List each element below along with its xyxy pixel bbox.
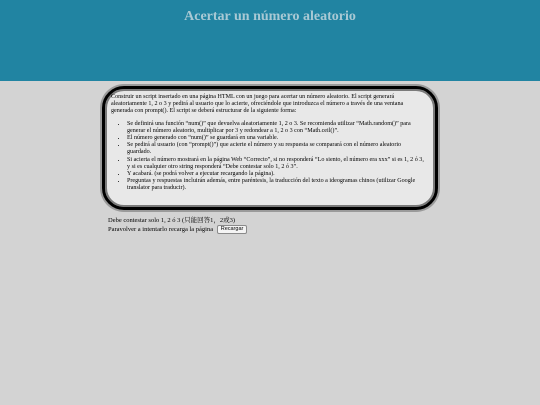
list-item: • El número generado con “num()” se guardará en una variable.: [127, 135, 426, 142]
reload-prompt: Paravolver a intentarlo recarga la página: [108, 225, 214, 233]
instructions-panel: [102, 86, 438, 210]
list-item: • Se pedirá al usuario (con “prompt()”) que acierte el número y su respuesta se comparará con el número aleatorio guardado.: [127, 142, 426, 156]
reload-row: [108, 225, 247, 234]
reload-button[interactable]: Recargar: [217, 225, 248, 234]
list-item: • Se definirá una función “num()” que devuelva aleatoriamente 1, 2 o 3. Se recomienda utilizar “Math.random()” para generar el número aleatorio, multiplicar por 3 y redondear a 1, 2 o 3 con “Math.ceil()”.: [127, 121, 426, 135]
list-item: • Y acabará. (se podrá volver a ejecutar recargando la página).: [127, 171, 426, 178]
list-item: • Preguntas y respuestas incluirán además, entre paréntesis, la traducción del texto a ideogramas chinos (utilizar Google translator para traducir).: [127, 178, 426, 192]
answer-text: Debe contestar solo 1, 2 ó 3 (只能回答1，2或3): [108, 217, 236, 224]
page-header: [0, 0, 540, 81]
result-area: [108, 217, 247, 234]
instructions-intro: Construir un script insertado en una página HTML con un juego para acertar un número aleatorio. El script generará aleatoriamente 1, 2 o 3 y pedirá al usuario que lo acierte, ofreciéndole que introduzca el número a través de una ventana generada con prompt(). El script se deberá estructurar de la siguiente forma:: [111, 94, 404, 115]
instructions-list: [111, 121, 426, 193]
page-title: Acertar un número aleatorio: [184, 9, 356, 24]
list-item: • Si acierta el número mostrará en la página Web “Correcto”, si no responderá “Lo siento, el número era xxx” si es 1, 2 ó 3, y si es cualquier otro string responderá “Debe contestar solo 1, 2 ó 3”.: [127, 157, 426, 171]
